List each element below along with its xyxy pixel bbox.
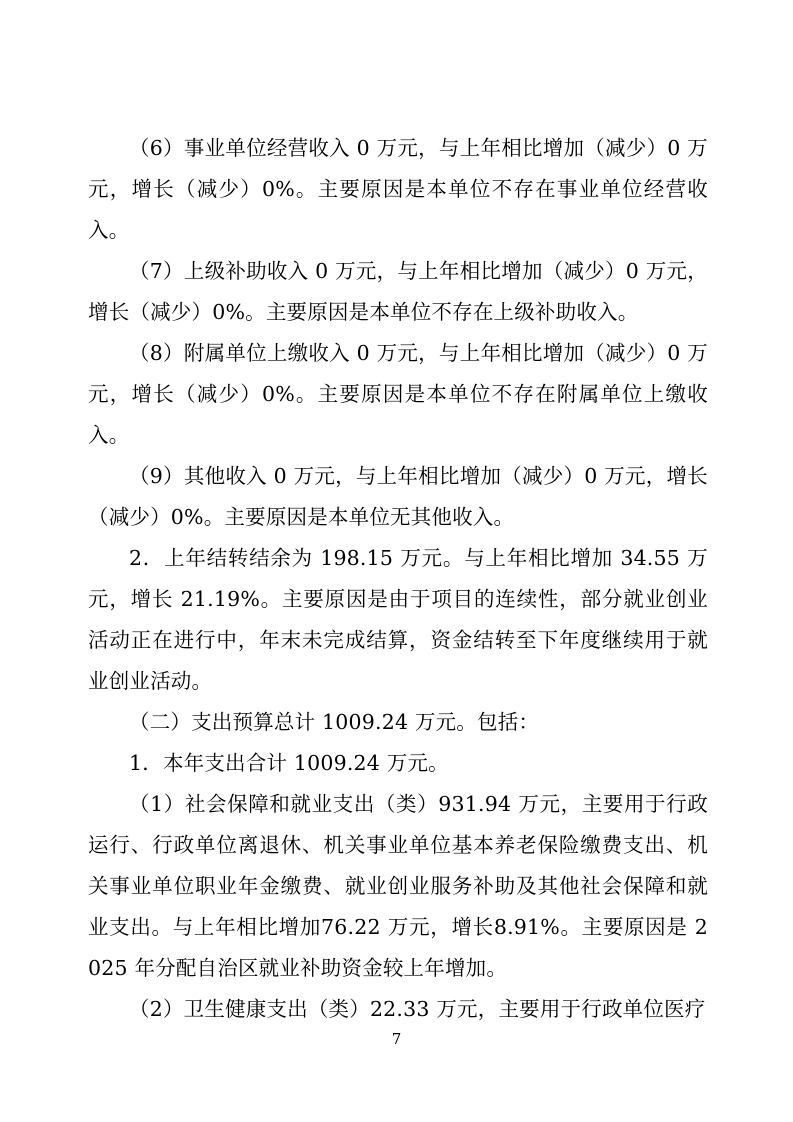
paragraph: 1．本年支出合计 1009.24 万元。 xyxy=(129,751,449,775)
page-number: 7 xyxy=(391,1030,402,1048)
document-body xyxy=(88,128,708,1030)
paragraph: （二）支出预算总计 1009.24 万元。包括： xyxy=(129,710,540,734)
paragraph: （2）卫生健康支出（类）22.33 万元，主要用于行政单位医疗 xyxy=(129,997,706,1021)
paragraph: （6）事业单位经营收入 0 万元，与上年相比增加（减少）0 万元，增长（减少）0%。主要原因是本单位不存在事业单位经营收入。 xyxy=(88,136,708,242)
paragraph: （8）附属单位上缴收入 0 万元，与上年相比增加（减少）0 万元，增长（减少）0%。主要原因是本单位不存在附属单位上缴收入。 xyxy=(88,341,708,447)
paragraph: 2．上年结转结余为 198.15 万元。与上年相比增加 34.55 万元，增长 21.19%。主要原因是由于项目的连续性，部分就业创业活动正在进行中，年末未完成结算，资金结转至下年度继续用于就业创业活动。 xyxy=(88,546,708,693)
paragraph: （1）社会保障和就业支出（类）931.94 万元，主要用于行政运行、行政单位离退休、机关事业单位基本养老保险缴费支出、机关事业单位职业年金缴费、就业创业服务补助及其他社会保障和就业支出。与上年相比增加76.22 万元，增长8.91%。主要原因是 2025 年分配自治区就业补助资金较上年增加。 xyxy=(88,792,708,980)
paragraph: （9）其他收入 0 万元，与上年相比增加（减少）0 万元，增长（减少）0%。主要原因是本单位无其他收入。 xyxy=(88,464,708,529)
paragraph: （7）上级补助收入 0 万元，与上年相比增加（减少）0 万元，增长（减少）0%。主要原因是本单位不存在上级补助收入。 xyxy=(88,259,708,324)
